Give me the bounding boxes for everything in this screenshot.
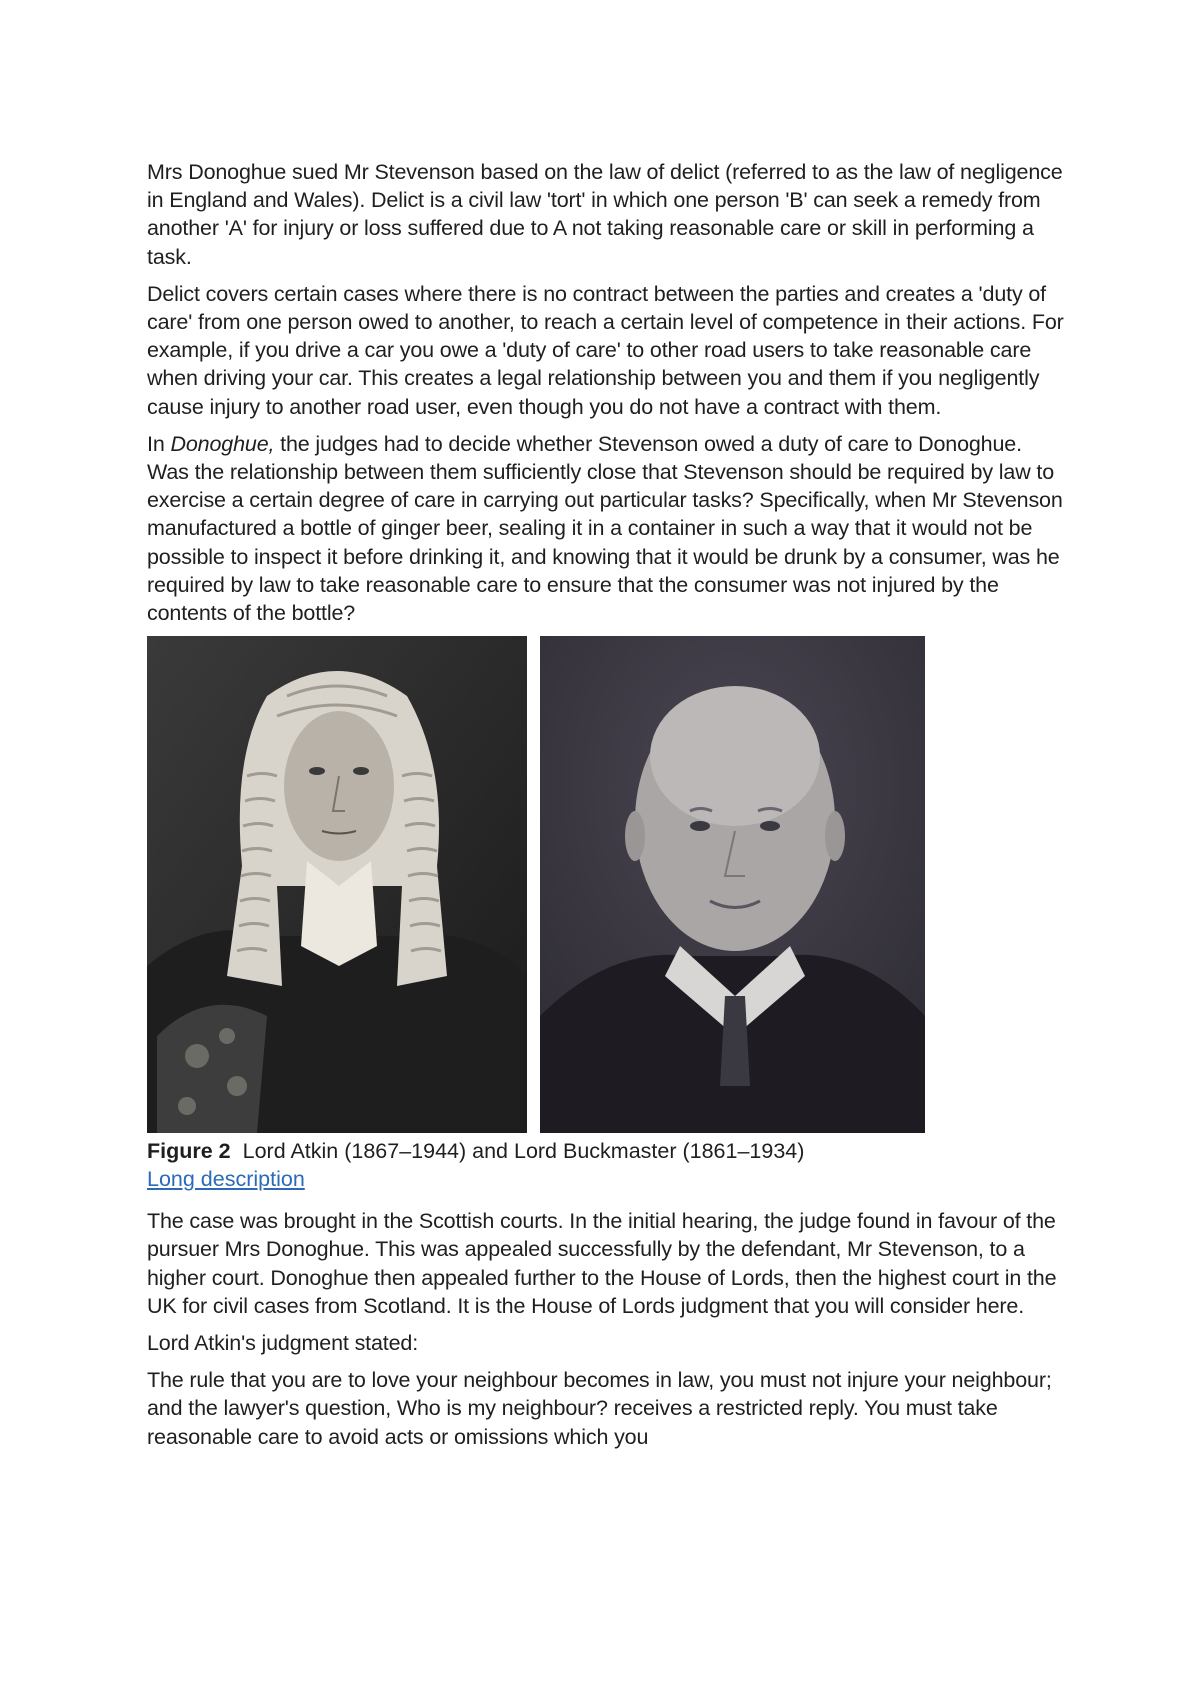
paragraph-judgment-quote: The rule that you are to love your neighbour becomes in law, you must not injure your neighbour; and the lawyer's question, Who is my neighbour? receives a restricted reply. You must take reasonable care to avoid acts or omissions which you [147,1368,1052,1449]
paragraph-donoghue-question [147,430,1067,627]
paragraph-case-history: The case was brought in the Scottish courts. In the initial hearing, the judge found in favour of the pursuer Mrs Donoghue. This was appealed successfully by the defendant, Mr Stevenson, to a higher court. Donoghue then appealed further to the House of Lords, then the highest court in the UK for civil cases from Scotland. It is the House of Lords judgment that you will consider here. [147,1209,1057,1318]
case-name-italic: Donoghue, [170,431,275,456]
long-description-link[interactable]: Long description [147,1167,305,1192]
lord-atkin-photo [147,636,527,1133]
paragraph-delict-intro: Mrs Donoghue sued Mr Stevenson based on the law of delict (referred to as the law of negligence in England and Wales). Delict is a civil law 'tort' in which one person 'B' can seek a remedy from another 'A' for injury or loss suffered due to A not taking reasonable care or skill in performing a task. [147,160,1063,269]
paragraph-judgment-intro: Lord Atkin's judgment stated: [147,1331,419,1356]
paragraph-prefix: In [147,431,171,456]
paragraph-body: the judges had to decide whether Stevenson owed a duty of care to Donoghue. Was the relationship between them sufficiently close that Stevenson should be required by law to exercise a certain degree of care in carrying out particular tasks? Specifically, when Mr Stevenson manufactured a bottle of ginger beer, sealing it in a container in such a way that it would not be possible to inspect it before drinking it, and knowing that it would be drunk by a consumer, was he required by law to take reasonable care to ensure that the consumer was not injured by the contents of the bottle? [147,431,1063,626]
figure-2 [147,636,1067,1133]
figure-caption-text: Lord Atkin (1867–1944) and Lord Buckmaster (1861–1934) [242,1139,805,1164]
lord-buckmaster-photo [540,636,925,1133]
figure-caption [147,1137,1067,1193]
document-page [147,158,1067,1451]
figure-label: Figure 2 [147,1139,231,1164]
paragraph-duty-of-care: Delict covers certain cases where there is no contract between the parties and creates a 'duty of care' from one person owed to another, to reach a certain level of competence in their actions. For example, if you drive a car you owe a 'duty of care' to other road users to take reasonable care when driving your car. This creates a legal relationship between you and them if you negligently cause injury to another road user, even though you do not have a contract with them. [147,281,1064,419]
after-figure-section [147,1207,1067,1451]
